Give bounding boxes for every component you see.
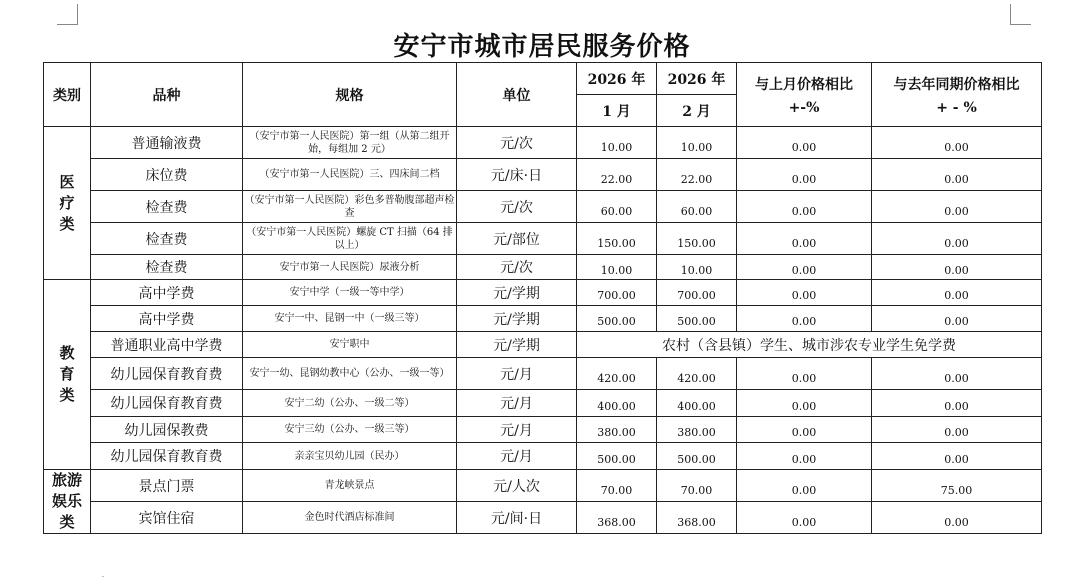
page-title: 安宁市城市居民服务价格 — [393, 32, 691, 62]
spec-cell: 安宁市第一人民医院）尿液分析 — [243, 255, 457, 280]
item-cell: 检查费 — [91, 191, 243, 223]
table-row — [44, 127, 1042, 159]
table-row — [44, 390, 1042, 417]
feb-price-cell: 420.00 — [657, 358, 737, 390]
unit-cell: 元/人次 — [457, 470, 577, 502]
mom-change-cell: 0.00 — [737, 159, 872, 191]
mom-change-cell: 0.00 — [737, 417, 872, 443]
jan-price-cell: 500.00 — [577, 443, 657, 470]
spec-cell: （安宁市第一人民医院）彩色多普勒腹部超声检查 — [243, 191, 457, 223]
item-cell: 幼儿园保育教育费 — [91, 443, 243, 470]
jan-price-cell: 368.00 — [577, 502, 657, 534]
header-month-1: 1 月 — [577, 95, 657, 127]
yoy-change-cell: 0.00 — [872, 306, 1042, 332]
table-row — [44, 332, 1042, 358]
jan-price-cell: 22.00 — [577, 159, 657, 191]
spec-cell: 金色时代酒店标准间 — [243, 502, 457, 534]
item-cell: 幼儿园保育教育费 — [91, 358, 243, 390]
mom-change-cell: 0.00 — [737, 280, 872, 306]
unit-cell: 元/次 — [457, 127, 577, 159]
jan-price-cell: 400.00 — [577, 390, 657, 417]
header-row-1 — [44, 63, 1042, 95]
header-unit: 单位 — [457, 63, 577, 127]
mom-change-cell: 0.00 — [737, 306, 872, 332]
table-row — [44, 159, 1042, 191]
table-row — [44, 255, 1042, 280]
item-cell: 高中学费 — [91, 306, 243, 332]
feb-price-cell: 380.00 — [657, 417, 737, 443]
jan-price-cell: 60.00 — [577, 191, 657, 223]
mom-change-cell: 0.00 — [737, 127, 872, 159]
price-table — [43, 62, 1042, 534]
unit-cell: 元/次 — [457, 255, 577, 280]
spec-cell: 安宁中学（一级一等中学） — [243, 280, 457, 306]
category-education: 教育类 — [44, 280, 91, 470]
header-yoy-label: 与去年同期价格相比 — [893, 76, 1020, 93]
spec-cell: 青龙峡景点 — [243, 470, 457, 502]
mom-change-cell: 0.00 — [737, 390, 872, 417]
header-month-2: 2 月 — [657, 95, 737, 127]
unit-cell: 元/月 — [457, 443, 577, 470]
yoy-change-cell: 0.00 — [872, 443, 1042, 470]
item-cell: 宾馆住宿 — [91, 502, 243, 534]
mom-change-cell: 0.00 — [737, 255, 872, 280]
yoy-change-cell: 0.00 — [872, 159, 1042, 191]
table-row — [44, 223, 1042, 255]
yoy-change-cell: 0.00 — [872, 358, 1042, 390]
feb-price-cell: 368.00 — [657, 502, 737, 534]
jan-price-cell: 10.00 — [577, 255, 657, 280]
unit-cell: 元/学期 — [457, 280, 577, 306]
mom-change-cell: 0.00 — [737, 223, 872, 255]
jan-price-cell: 10.00 — [577, 127, 657, 159]
yoy-change-cell: 0.00 — [872, 280, 1042, 306]
spec-cell: 安宁一中、昆钢一中（一级三等） — [243, 306, 457, 332]
unit-cell: 元/次 — [457, 191, 577, 223]
spec-cell: 安宁三幼（公办、一级三等） — [243, 417, 457, 443]
jan-price-cell: 380.00 — [577, 417, 657, 443]
mom-change-cell: 0.00 — [737, 358, 872, 390]
unit-cell: 元/部位 — [457, 223, 577, 255]
item-cell: 检查费 — [91, 223, 243, 255]
yoy-change-cell: 0.00 — [872, 191, 1042, 223]
header-mom-sub: +-% — [788, 99, 820, 116]
jan-price-cell: 500.00 — [577, 306, 657, 332]
spec-cell: （安宁市第一人民医院）螺旋 CT 扫描（64 排以上） — [243, 223, 457, 255]
unit-cell: 元/学期 — [457, 332, 577, 358]
yoy-change-cell: 0.00 — [872, 223, 1042, 255]
yoy-change-cell: 0.00 — [872, 502, 1042, 534]
spec-cell: （安宁市第一人民医院）第一组（从第二组开始，每组加 2 元） — [243, 127, 457, 159]
feb-price-cell: 10.00 — [657, 255, 737, 280]
feb-price-cell: 500.00 — [657, 306, 737, 332]
unit-cell: 元/间·日 — [457, 502, 577, 534]
header-year-2: 2026 年 — [657, 63, 737, 95]
exemption-note: 农村（含县镇）学生、城市涉农专业学生免学费 — [577, 332, 1042, 358]
item-cell: 幼儿园保育教育费 — [91, 390, 243, 417]
feb-price-cell: 22.00 — [657, 159, 737, 191]
spec-cell: 安宁职中 — [243, 332, 457, 358]
feb-price-cell: 60.00 — [657, 191, 737, 223]
yoy-change-cell: 0.00 — [872, 417, 1042, 443]
feb-price-cell: 150.00 — [657, 223, 737, 255]
unit-cell: 元/月 — [457, 417, 577, 443]
jan-price-cell: 70.00 — [577, 470, 657, 502]
yoy-change-cell: 75.00 — [872, 470, 1042, 502]
yoy-change-cell: 0.00 — [872, 390, 1042, 417]
header-category: 类别 — [44, 63, 91, 127]
jan-price-cell: 420.00 — [577, 358, 657, 390]
header-year-1: 2026 年 — [577, 63, 657, 95]
header-mom-label: 与上月价格相比 — [755, 76, 853, 93]
table-row — [44, 280, 1042, 306]
item-cell: 普通输液费 — [91, 127, 243, 159]
unit-cell: 元/月 — [457, 358, 577, 390]
table-row — [44, 502, 1042, 534]
feb-price-cell: 500.00 — [657, 443, 737, 470]
header-yoy — [872, 63, 1042, 127]
unit-cell: 元/床·日 — [457, 159, 577, 191]
header-mom — [737, 63, 872, 127]
category-medical: 医疗类 — [44, 127, 91, 280]
yoy-change-cell: 0.00 — [872, 255, 1042, 280]
item-cell: 幼儿园保教费 — [91, 417, 243, 443]
spec-cell: 安宁二幼（公办、一级二等） — [243, 390, 457, 417]
jan-price-cell: 700.00 — [577, 280, 657, 306]
spec-cell: （安宁市第一人民医院）三、四床间二档 — [243, 159, 457, 191]
feb-price-cell: 700.00 — [657, 280, 737, 306]
yoy-change-cell: 0.00 — [872, 127, 1042, 159]
mom-change-cell: 0.00 — [737, 443, 872, 470]
spec-cell: 亲亲宝贝幼儿园（民办） — [243, 443, 457, 470]
header-item: 品种 — [91, 63, 243, 127]
item-cell: 检查费 — [91, 255, 243, 280]
mom-change-cell: 0.00 — [737, 191, 872, 223]
table-row — [44, 417, 1042, 443]
header-yoy-sub: + - % — [936, 99, 977, 116]
mom-change-cell: 0.00 — [737, 470, 872, 502]
feb-price-cell: 70.00 — [657, 470, 737, 502]
table-row — [44, 306, 1042, 332]
table-row — [44, 358, 1042, 390]
page-corner-mark-right — [1010, 4, 1031, 25]
unit-cell: 元/月 — [457, 390, 577, 417]
category-tourism: 旅游娱乐类 — [44, 470, 91, 534]
stray-dot: · — [102, 574, 104, 581]
page-corner-mark-left — [57, 4, 78, 25]
table-row — [44, 470, 1042, 502]
item-cell: 床位费 — [91, 159, 243, 191]
table-row — [44, 191, 1042, 223]
mom-change-cell: 0.00 — [737, 502, 872, 534]
jan-price-cell: 150.00 — [577, 223, 657, 255]
item-cell: 景点门票 — [91, 470, 243, 502]
header-spec: 规格 — [243, 63, 457, 127]
feb-price-cell: 400.00 — [657, 390, 737, 417]
item-cell: 高中学费 — [91, 280, 243, 306]
table-row — [44, 443, 1042, 470]
feb-price-cell: 10.00 — [657, 127, 737, 159]
unit-cell: 元/学期 — [457, 306, 577, 332]
item-cell: 普通职业高中学费 — [91, 332, 243, 358]
spec-cell: 安宁一幼、昆钢幼教中心（公办、一级一等） — [243, 358, 457, 390]
